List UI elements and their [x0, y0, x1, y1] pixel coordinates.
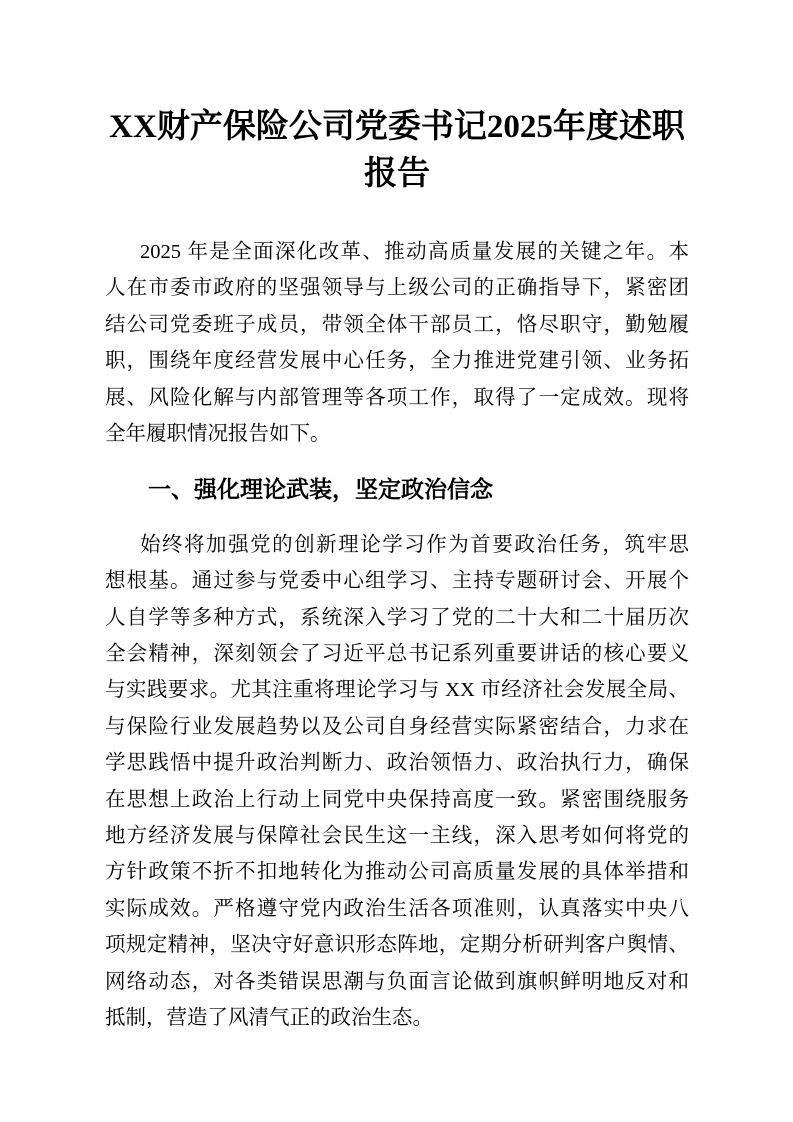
body-line: 与保险行业发展趋势以及公司自身经营实际紧密结合，力求在: [105, 715, 689, 738]
body-line: 网络动态，对各类错误思潮与负面言论做到旗帜鲜明地反对和: [105, 970, 689, 993]
title-line-1: XX财产保险公司党委书记2025年度述职: [109, 109, 685, 145]
body-line: 与实践要求。尤其注重将理论学习与 XX 市经济社会发展全局、: [105, 679, 689, 702]
section-1-heading: 一、强化理论武装，坚定政治信念: [148, 476, 493, 503]
body-line: 地方经济发展与保障社会民生这一主线，深入思考如何将党的: [105, 825, 689, 848]
body-line: 项规定精神，坚决守好意识形态阵地，定期分析研判客户舆情、: [105, 934, 689, 957]
document-content: [105, 104, 689, 1036]
body-line: 人在市委市政府的坚强领导与上级公司的正确指导下，紧密团: [105, 277, 689, 300]
body-line: 方针政策不折不扣地转化为推动公司高质量发展的具体举措和: [105, 861, 689, 884]
title-line-2: 报告: [364, 156, 430, 192]
body-line: 学思践悟中提升政治判断力、政治领悟力、政治执行力，确保: [105, 752, 689, 775]
body-line: 在思想上政治上行动上同党中央保持高度一致。紧密围绕服务: [105, 788, 689, 811]
body-line: 抵制，营造了风清气正的政治生态。: [105, 1006, 433, 1029]
document-title: [105, 104, 689, 198]
body-line: 实际成效。严格遵守党内政治生活各项准则，认真落实中央八: [105, 897, 689, 920]
body-line: 始终将加强党的创新理论学习作为首要政治任务，筑牢思: [140, 533, 689, 556]
intro-paragraph: [105, 234, 689, 452]
body-line: 职，围绕年度经营发展中心任务，全力推进党建引领、业务拓: [105, 350, 689, 373]
body-line: 人自学等多种方式，系统深入学习了党的二十大和二十届历次: [105, 606, 689, 629]
body-line: 展、风险化解与内部管理等各项工作，取得了一定成效。现将: [105, 386, 689, 409]
body-line: 2025 年是全面深化改革、推动高质量发展的关键之年。本: [140, 241, 689, 263]
section-1-paragraph: [105, 527, 689, 1036]
body-line: 全会精神，深刻领会了习近平总书记系列重要讲话的核心要义: [105, 643, 689, 666]
body-line: 想根基。通过参与党委中心组学习、主持专题研讨会、开展个: [105, 570, 689, 593]
body-line: 全年履职情况报告如下。: [105, 422, 331, 445]
body-line: 结公司党委班子成员，带领全体干部员工，恪尽职守，勤勉履: [105, 313, 689, 336]
